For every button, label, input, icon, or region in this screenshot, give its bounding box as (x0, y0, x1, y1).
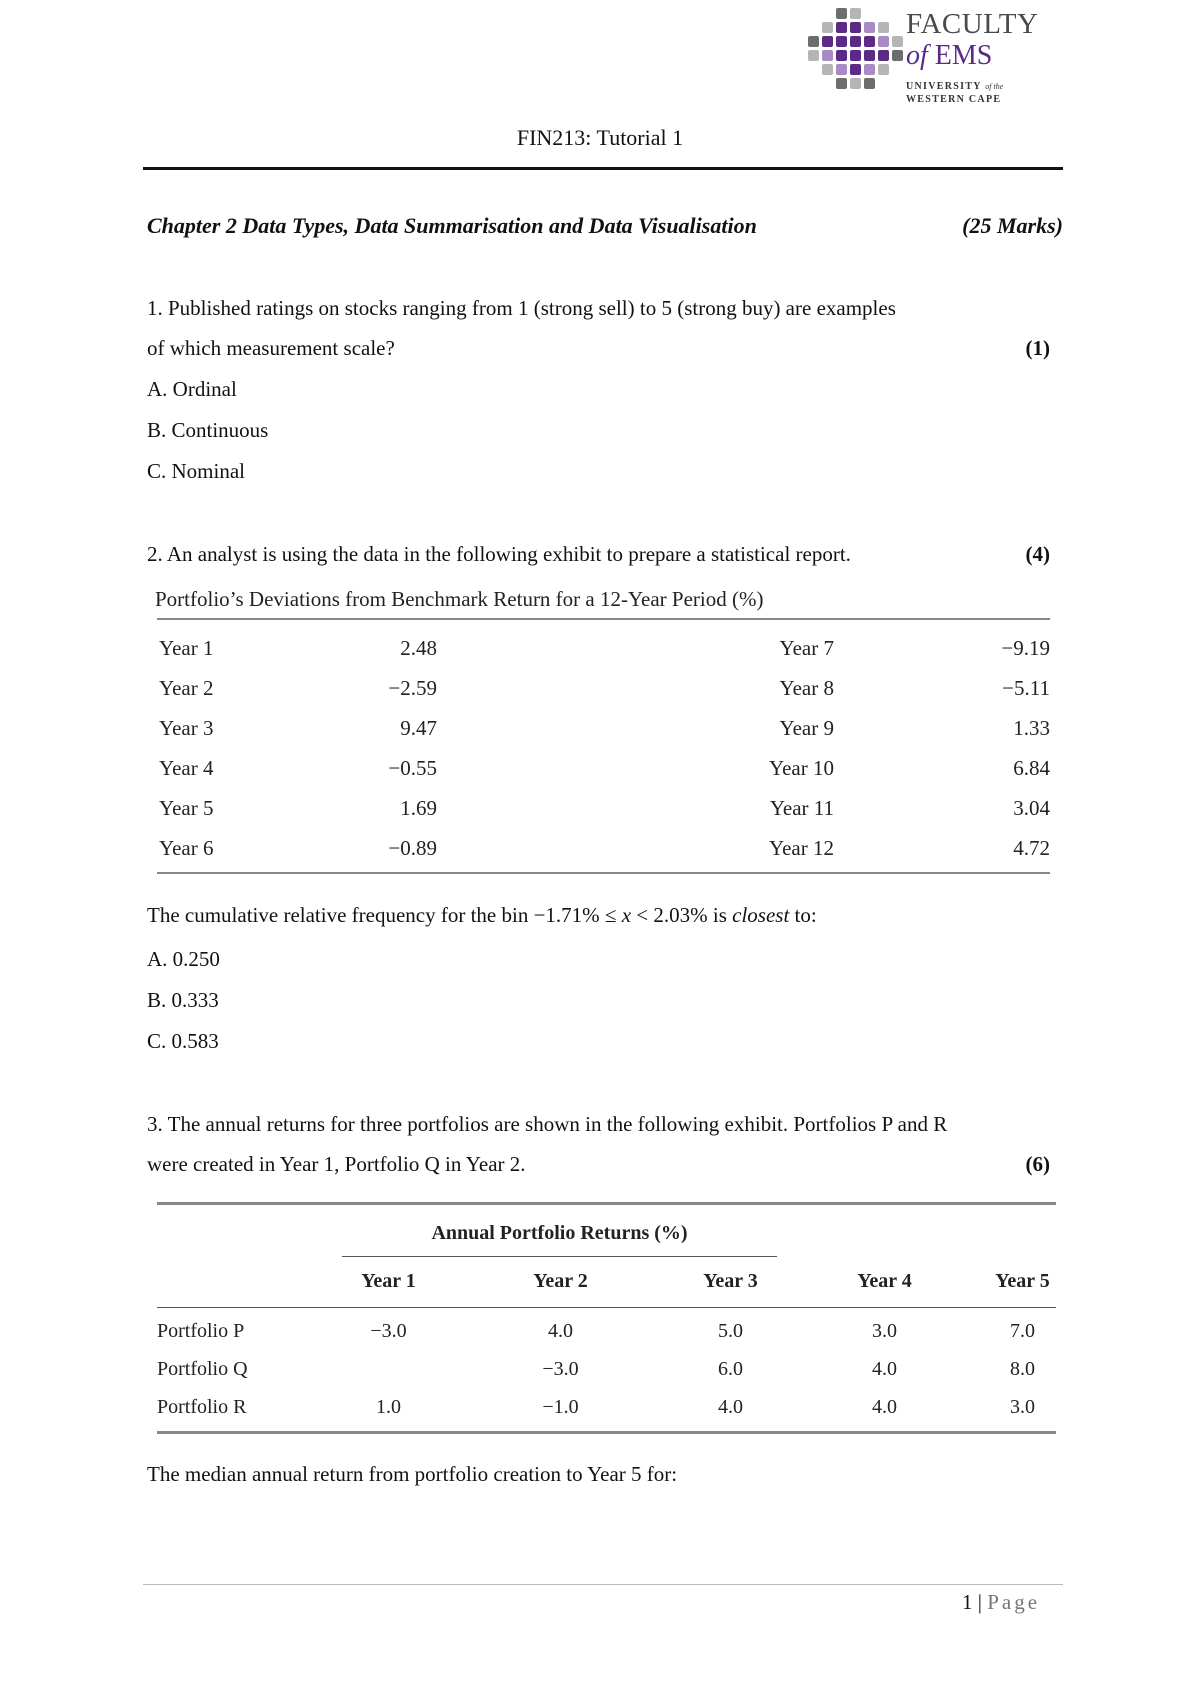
table-cell: Year 10 (769, 756, 834, 780)
faculty-logo (808, 8, 1108, 105)
table-cell: Year 4 (159, 756, 214, 780)
q1-text-line2: of which measurement scale? (147, 336, 395, 360)
logo-grid-icon (808, 8, 900, 92)
row-label: Portfolio Q (157, 1358, 248, 1380)
q2-option-c: C. 0.583 (147, 1029, 219, 1053)
q3-mark: (6) (1025, 1152, 1050, 1176)
q1-mark: (1) (1025, 336, 1050, 360)
q3-question: The median annual return from portfolio creation to Year 5 for: (147, 1462, 678, 1486)
column-header: Year 1 (361, 1270, 416, 1292)
table-cell: Year 5 (159, 796, 214, 820)
logo-ems-text: of EMS (906, 40, 993, 71)
table-cell: −3.0 (370, 1320, 407, 1342)
header-divider (143, 167, 1063, 170)
q3-text-line2: were created in Year 1, Portfolio Q in Year 2. (147, 1152, 526, 1176)
table-cell: −1.0 (542, 1396, 579, 1418)
table-cell: Year 11 (769, 796, 834, 820)
table-cell: 4.0 (872, 1358, 897, 1380)
footer-divider (143, 1584, 1063, 1585)
deviations-table-bottom-rule (157, 872, 1050, 874)
q1-option-c: C. Nominal (147, 459, 245, 483)
table-cell: 3.0 (1010, 1396, 1035, 1418)
table-cell: Year 8 (779, 676, 834, 700)
table-cell: 1.0 (376, 1396, 401, 1418)
table-cell: −2.59 (388, 676, 437, 700)
table-cell: 4.0 (718, 1396, 743, 1418)
deviations-table-top-rule (157, 618, 1050, 620)
deviations-table-caption: Portfolio’s Deviations from Benchmark Return for a 12-Year Period (%) (155, 587, 764, 611)
page-number: 1 | Page (962, 1590, 1041, 1614)
logo-faculty-text: FACULTY (906, 8, 1039, 40)
returns-table-header-rule (157, 1307, 1056, 1308)
q2-option-a: A. 0.250 (147, 947, 220, 971)
q1-option-b: B. Continuous (147, 418, 269, 442)
table-cell: Year 1 (159, 636, 214, 660)
row-label: Portfolio R (157, 1396, 247, 1418)
chapter-marks: (25 Marks) (962, 213, 1063, 238)
q2-text-line1: 2. An analyst is using the data in the following exhibit to prepare a statistical report. (147, 542, 851, 566)
table-cell: Year 2 (159, 676, 214, 700)
table-cell: 5.0 (718, 1320, 743, 1342)
table-cell: Year 12 (769, 836, 834, 860)
column-header: Year 5 (995, 1270, 1050, 1292)
table-cell: Year 9 (779, 716, 834, 740)
column-header: Year 3 (703, 1270, 758, 1292)
q3-text-line1: 3. The annual returns for three portfolios are shown in the following exhibit. Portfolios P and R (147, 1112, 948, 1136)
table-cell: 1.69 (400, 796, 437, 820)
table-cell: −3.0 (542, 1358, 579, 1380)
table-cell: 4.0 (548, 1320, 573, 1342)
course-title: FIN213: Tutorial 1 (516, 125, 684, 150)
table-cell: 2.48 (400, 636, 437, 660)
returns-table-bottom-rule (157, 1431, 1056, 1434)
table-cell: 6.0 (718, 1358, 743, 1380)
q2-option-b: B. 0.333 (147, 988, 219, 1012)
table-cell: 4.0 (872, 1396, 897, 1418)
table-cell: 3.04 (1013, 796, 1050, 820)
column-header: Year 4 (857, 1270, 912, 1292)
q2-question: The cumulative relative frequency for the bin −1.71% ≤ x < 2.03% is closest to: (147, 903, 817, 927)
table-cell: −0.55 (388, 756, 437, 780)
table-cell: 1.33 (1013, 716, 1050, 740)
table-cell: 9.47 (400, 716, 437, 740)
table-cell: 7.0 (1010, 1320, 1035, 1342)
table-cell: Year 7 (779, 636, 834, 660)
q1-text-line1: 1. Published ratings on stocks ranging from 1 (strong sell) to 5 (strong buy) are examples (147, 296, 896, 320)
q2-mark: (4) (1025, 542, 1050, 566)
chapter-title: Chapter 2 Data Types, Data Summarisation and Data Visualisation (147, 213, 757, 238)
table-cell: 3.0 (872, 1320, 897, 1342)
table-cell: Year 6 (159, 836, 214, 860)
returns-table-title-underline (342, 1256, 777, 1257)
row-label: Portfolio P (157, 1320, 245, 1342)
table-cell: 4.72 (1013, 836, 1050, 860)
q1-option-a: A. Ordinal (147, 377, 237, 401)
table-cell: −9.19 (1001, 636, 1050, 660)
table-cell: −5.11 (1002, 676, 1050, 700)
table-cell: 6.84 (1013, 756, 1050, 780)
returns-table-top-rule (157, 1202, 1056, 1205)
logo-university-text: UNIVERSITY of the WESTERN CAPE (906, 81, 1004, 105)
table-cell: Year 3 (159, 716, 214, 740)
returns-table-title: Annual Portfolio Returns (%) (431, 1222, 688, 1244)
table-cell: −0.89 (388, 836, 437, 860)
table-cell: 8.0 (1010, 1358, 1035, 1380)
column-header: Year 2 (533, 1270, 588, 1292)
